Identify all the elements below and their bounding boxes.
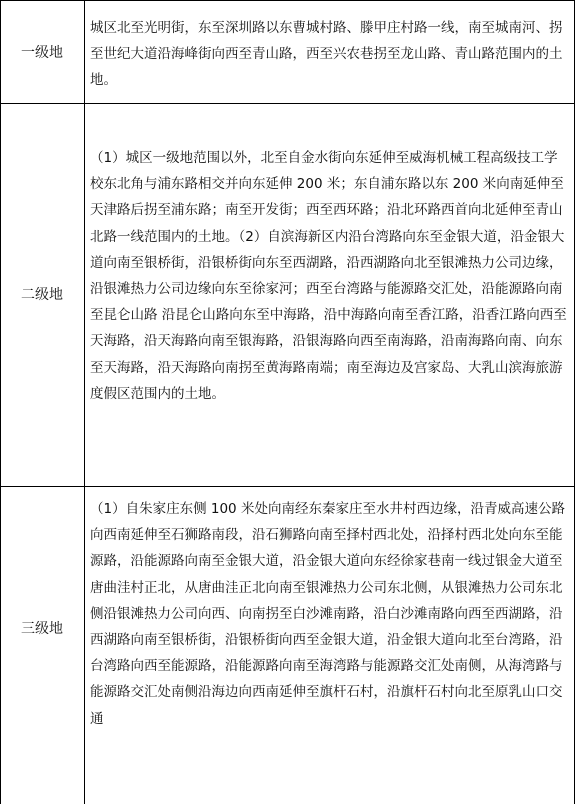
level-2-description: （1）城区一级地范围以外，北至自金水街向东延伸至威海机械工程高级技工学校东北角与浦东路相交并向东延伸 200 米；东自浦东路以东 200 米向南延伸至天津路后拐至浦东路；南至开发街；西至西环路；沿北环路西首向北延伸至青山北路一线范围内的土地。（2）自滨海新区内沿台湾路向东至金银大道，沿金银大道向南至银桥街，沿银桥街向东至西湖路，沿西湖路向北至银滩热力公司边缘，沿银滩热力公司边缘向东至徐家河；西至台湾路与能源路交汇处，沿能源路向南至昆仑山路 沿昆仑山路向东至中海路，沿中海路向南至香江路，沿香江路向西至天海路，沿天海路向南至银海路，沿银海路向西至南海路，沿南海路向南、向东至天海路，沿天海路向南拐至黄海路南端；南至海边及宫家岛、大乳山滨海旅游度假区范围内的土地。 [90, 150, 567, 402]
level-3-label: 三级地 [21, 621, 63, 637]
level-1-label: 一级地 [21, 45, 63, 61]
level-1-description: 城区北至光明街，东至深圳路以东曹城村路、滕甲庄村路一线，南至城南河、拐至世纪大道沿海峰街向西至青山路，西至兴农巷拐至龙山路、青山路范围内的土地。 [90, 20, 563, 89]
row-divider-1 [0, 103, 575, 104]
row-divider-2 [0, 486, 575, 487]
level-2-label: 二级地 [21, 287, 63, 303]
table-border-left [0, 0, 1, 804]
level-3-description: （1）自朱家庄东侧 100 米处向南经东秦家庄至水井村西边缘，沿青威高速公路向西南延伸至石狮路南段，沿石狮路向南至择村西北处，沿择村西北处向东至能源路，沿能源路向南至金银大道，沿金银大道向东经徐家巷南一线过银金大道至唐曲洼村正北，从唐曲洼正北向南至银滩热力公司东北侧，从银滩热力公司东北侧沿银滩热力公司向西、向南拐至白沙滩南路，沿白沙滩南路向西至西湖路，沿西湖路向南至银桥街，沿银桥街向西至金银大道，沿金银大道向北至台湾路，沿台湾路向西至能源路，沿能源路向南至海湾路与能源路交汇处南侧，从海湾路与能源路交汇处南侧沿海边向西南延伸至旗杆石村，沿旗杆石村向北至原乳山口交通 [90, 501, 565, 727]
table-column-divider [84, 0, 85, 804]
table-border-top [0, 0, 575, 1]
